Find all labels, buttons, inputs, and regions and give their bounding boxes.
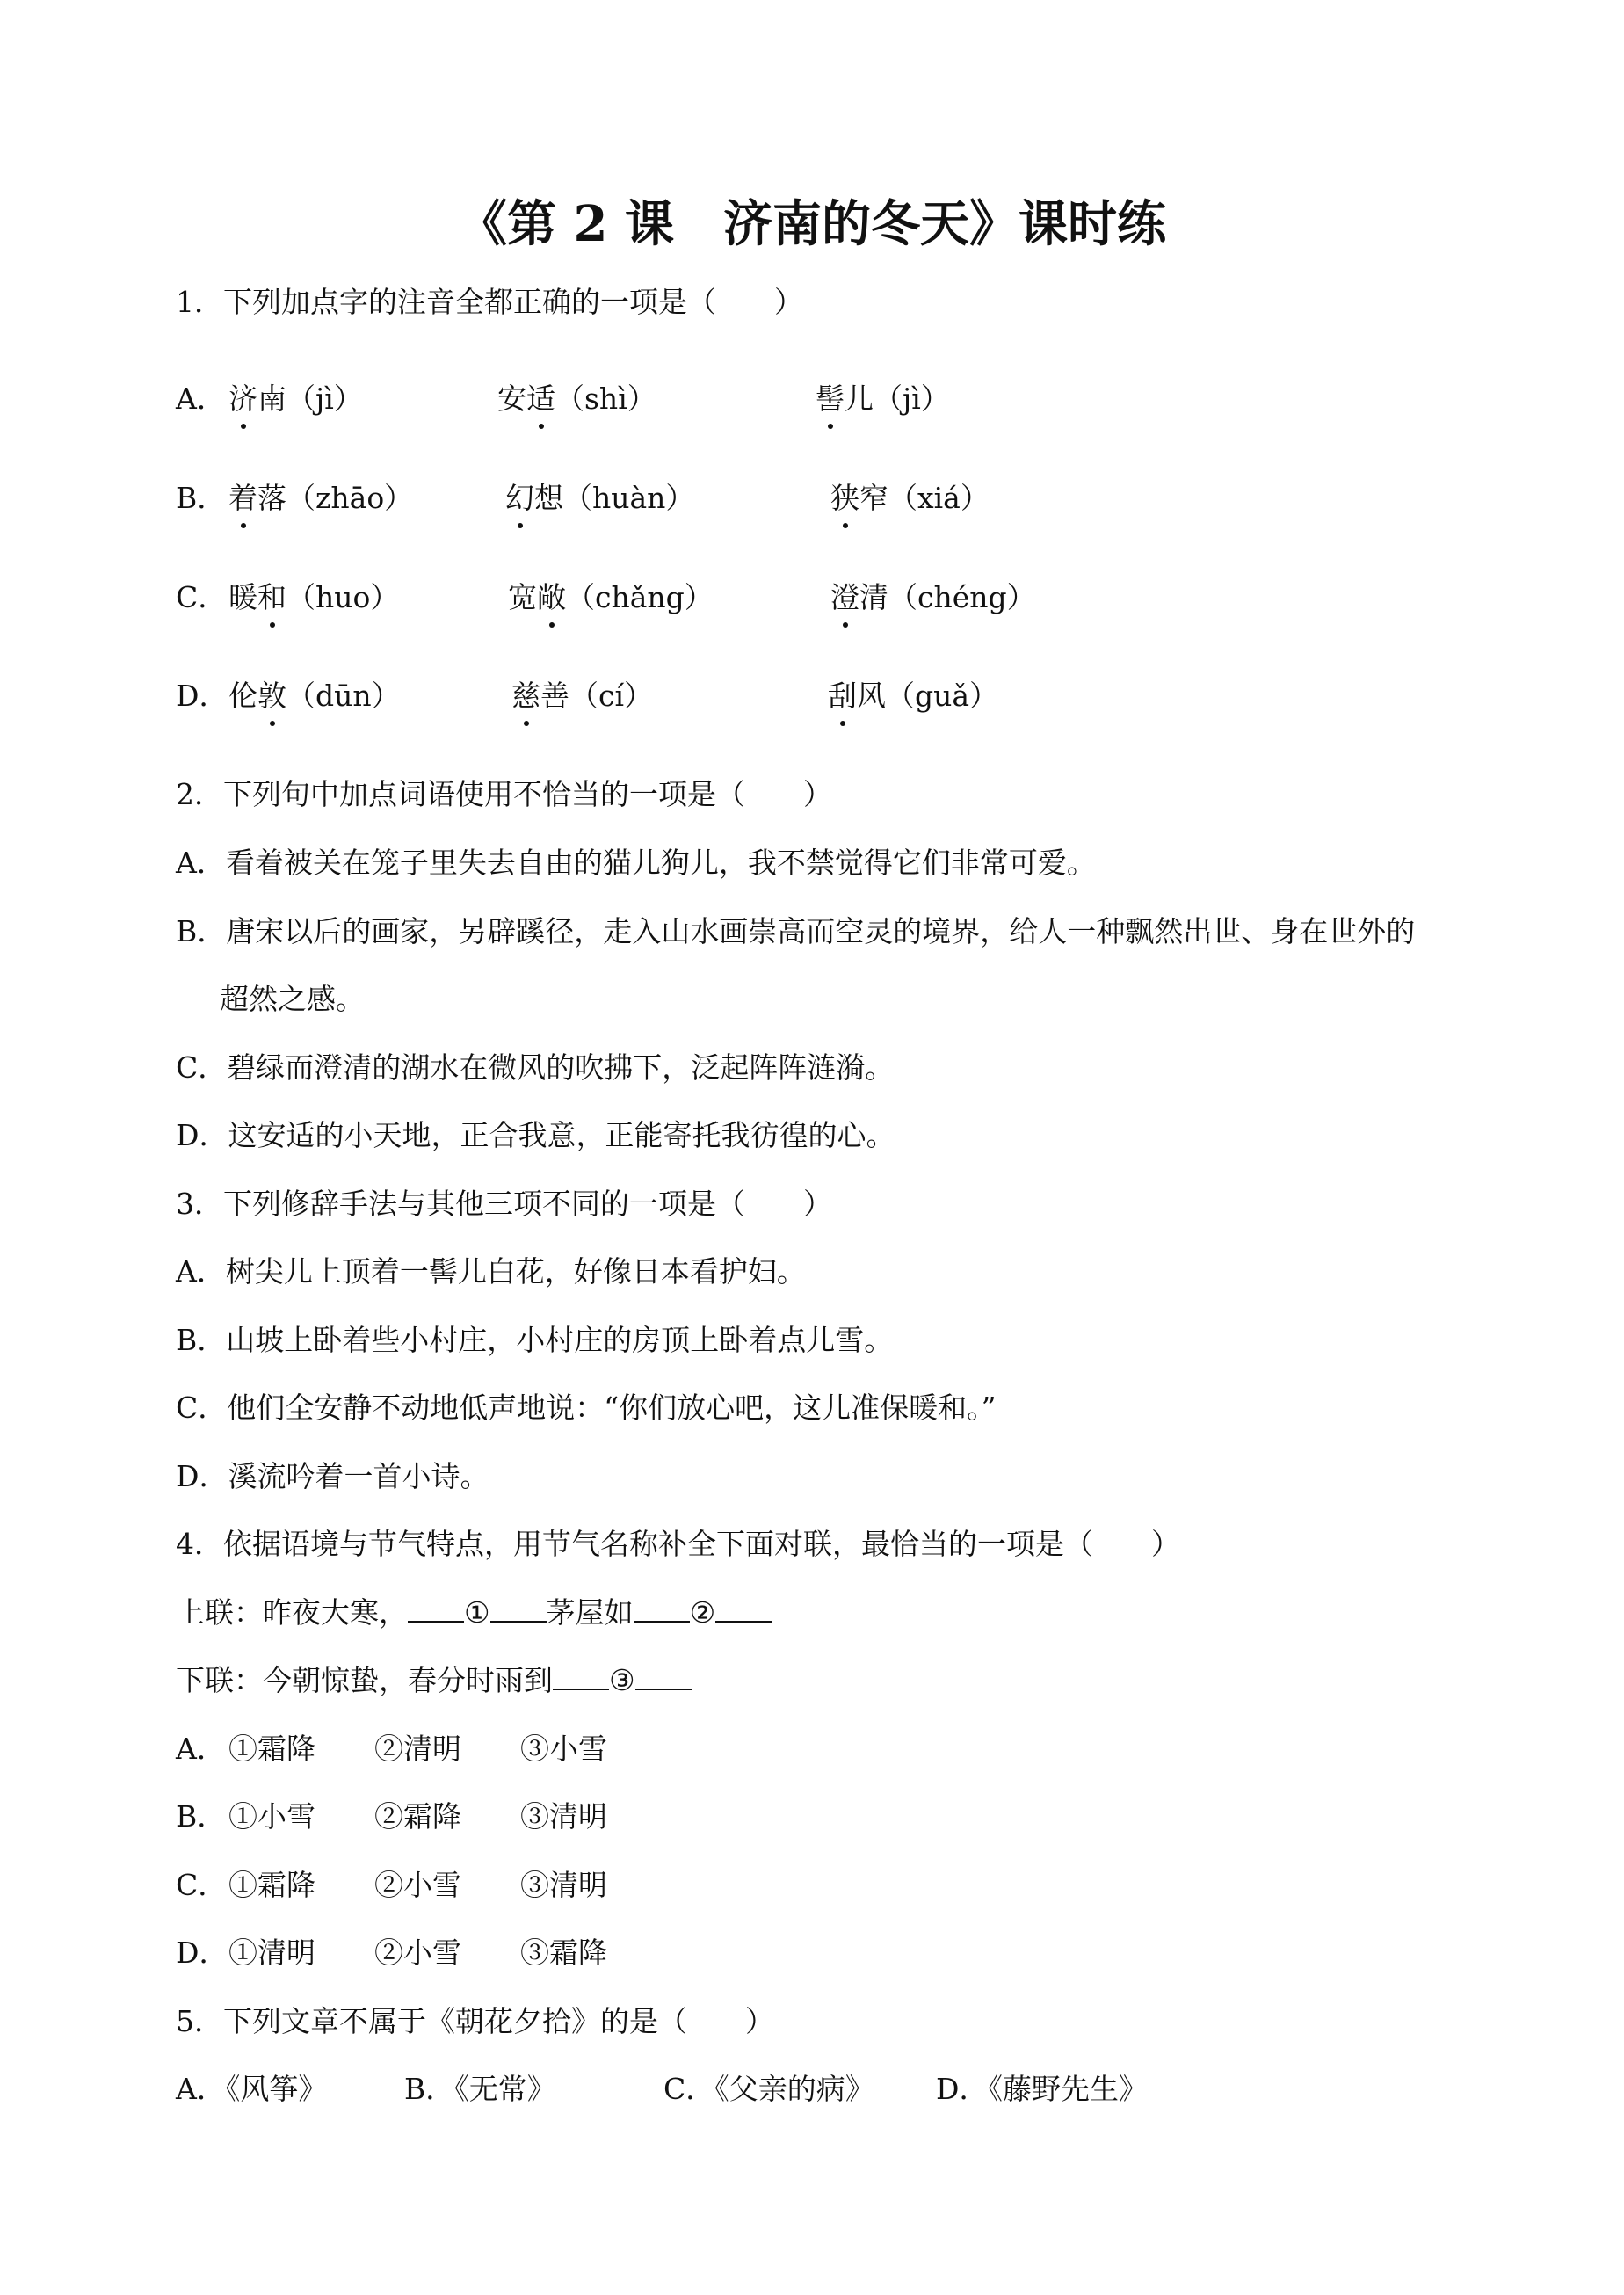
option-label: C．	[176, 580, 228, 614]
q4-option-d[interactable]: D． ①清明 ②小雪 ③霜降	[176, 1935, 607, 1970]
q2-option-b[interactable]: B．唐宋以后的画家，另辟蹊径，走入山水画崇高而空灵的境界，给人一种飘然出世、身在世外的	[176, 914, 1416, 948]
q4-stem: 4．依据语境与节气特点，用节气名称补全下面对联，最恰当的一项是（ ）	[176, 1527, 1180, 1561]
q3-option-d[interactable]: D．溪流吟着一首小诗。	[176, 1459, 489, 1493]
q2-option-d[interactable]: D．这安适的小天地，正合我意，正能寄托我彷徨的心。	[176, 1118, 895, 1152]
blank-marker-3: ③	[609, 1663, 635, 1697]
q4-option-c[interactable]: C． ①霜降 ②小雪 ③清明	[176, 1868, 607, 1902]
option-label: B．	[176, 481, 227, 515]
q5-option-a[interactable]: A．《风筝》	[176, 2072, 328, 2106]
q5-option-d[interactable]: D．《藤野先生》	[936, 2072, 1148, 2106]
option-item: 着落（zhāo）	[228, 479, 413, 518]
option-label: D．	[176, 679, 228, 713]
q2-option-a[interactable]: A．看着被关在笼子里失去自由的猫儿狗儿，我不禁觉得它们非常可爱。	[176, 846, 1096, 880]
q5-option-c[interactable]: C．《父亲的病》	[663, 2072, 874, 2106]
q1-option-a[interactable]	[176, 380, 950, 418]
option-item: 髻儿（jì）	[816, 380, 950, 418]
option-item: 济南（jì）	[228, 380, 363, 418]
q3-option-c[interactable]: C．他们全安静不动地低声地说：“你们放心吧，这儿准保暖和。”	[176, 1391, 997, 1425]
option-item: 慈善（cí）	[511, 677, 653, 715]
q1-option-c[interactable]	[176, 578, 1036, 617]
option-item: 澄清（chéng）	[830, 578, 1036, 617]
blank-marker-2: ②	[689, 1595, 716, 1630]
option-item: 安适（shì）	[497, 380, 656, 418]
q3-option-a[interactable]: A．树尖儿上顶着一髻儿白花，好像日本看护妇。	[176, 1254, 806, 1289]
q3-option-b[interactable]: B．山坡上卧着些小村庄，小村庄的房顶上卧着点儿雪。	[176, 1323, 894, 1357]
option-item: 宽敞（chǎng）	[508, 578, 714, 617]
option-item: 刮风（guǎ）	[828, 677, 998, 715]
q1-option-d[interactable]	[176, 677, 999, 715]
q4-option-b[interactable]: B． ①小雪 ②霜降 ③清明	[176, 1799, 607, 1834]
blank-marker-1: ①	[464, 1595, 490, 1630]
q4-option-a[interactable]: A． ①霜降 ②清明 ③小雪	[176, 1732, 607, 1766]
q2-stem: 2．下列句中加点词语使用不恰当的一项是（ ）	[176, 777, 832, 811]
option-label: A．	[176, 381, 226, 416]
couplet-lower: 下联：今朝惊蛰，春分时雨到 ③	[176, 1661, 692, 1700]
q2-option-c[interactable]: C．碧绿而澄清的湖水在微风的吹拂下，泛起阵阵涟漪。	[176, 1050, 895, 1085]
option-item: 狭窄（xiá）	[830, 479, 990, 518]
option-item: 伦敦（dūn）	[228, 677, 401, 715]
q1-option-b[interactable]	[176, 479, 990, 518]
option-item: 暖和（huo）	[228, 578, 399, 617]
q3-stem: 3．下列修辞手法与其他三项不同的一项是（ ）	[176, 1187, 832, 1221]
option-item: 幻想（huàn）	[505, 479, 694, 518]
q5-option-b[interactable]: B．《无常》	[404, 2072, 556, 2106]
q5-stem: 5．下列文章不属于《朝花夕拾》的是（ ）	[176, 2004, 774, 2038]
q1-stem: 1．下列加点字的注音全都正确的一项是（ ）	[176, 285, 803, 319]
q2-option-b-continued: 超然之感。	[220, 982, 365, 1016]
couplet-upper: 上联：昨夜大寒， ① 茅屋如 ②	[176, 1594, 772, 1632]
document-title: 《第 2 课 济南的冬天》课时练	[458, 195, 1166, 253]
